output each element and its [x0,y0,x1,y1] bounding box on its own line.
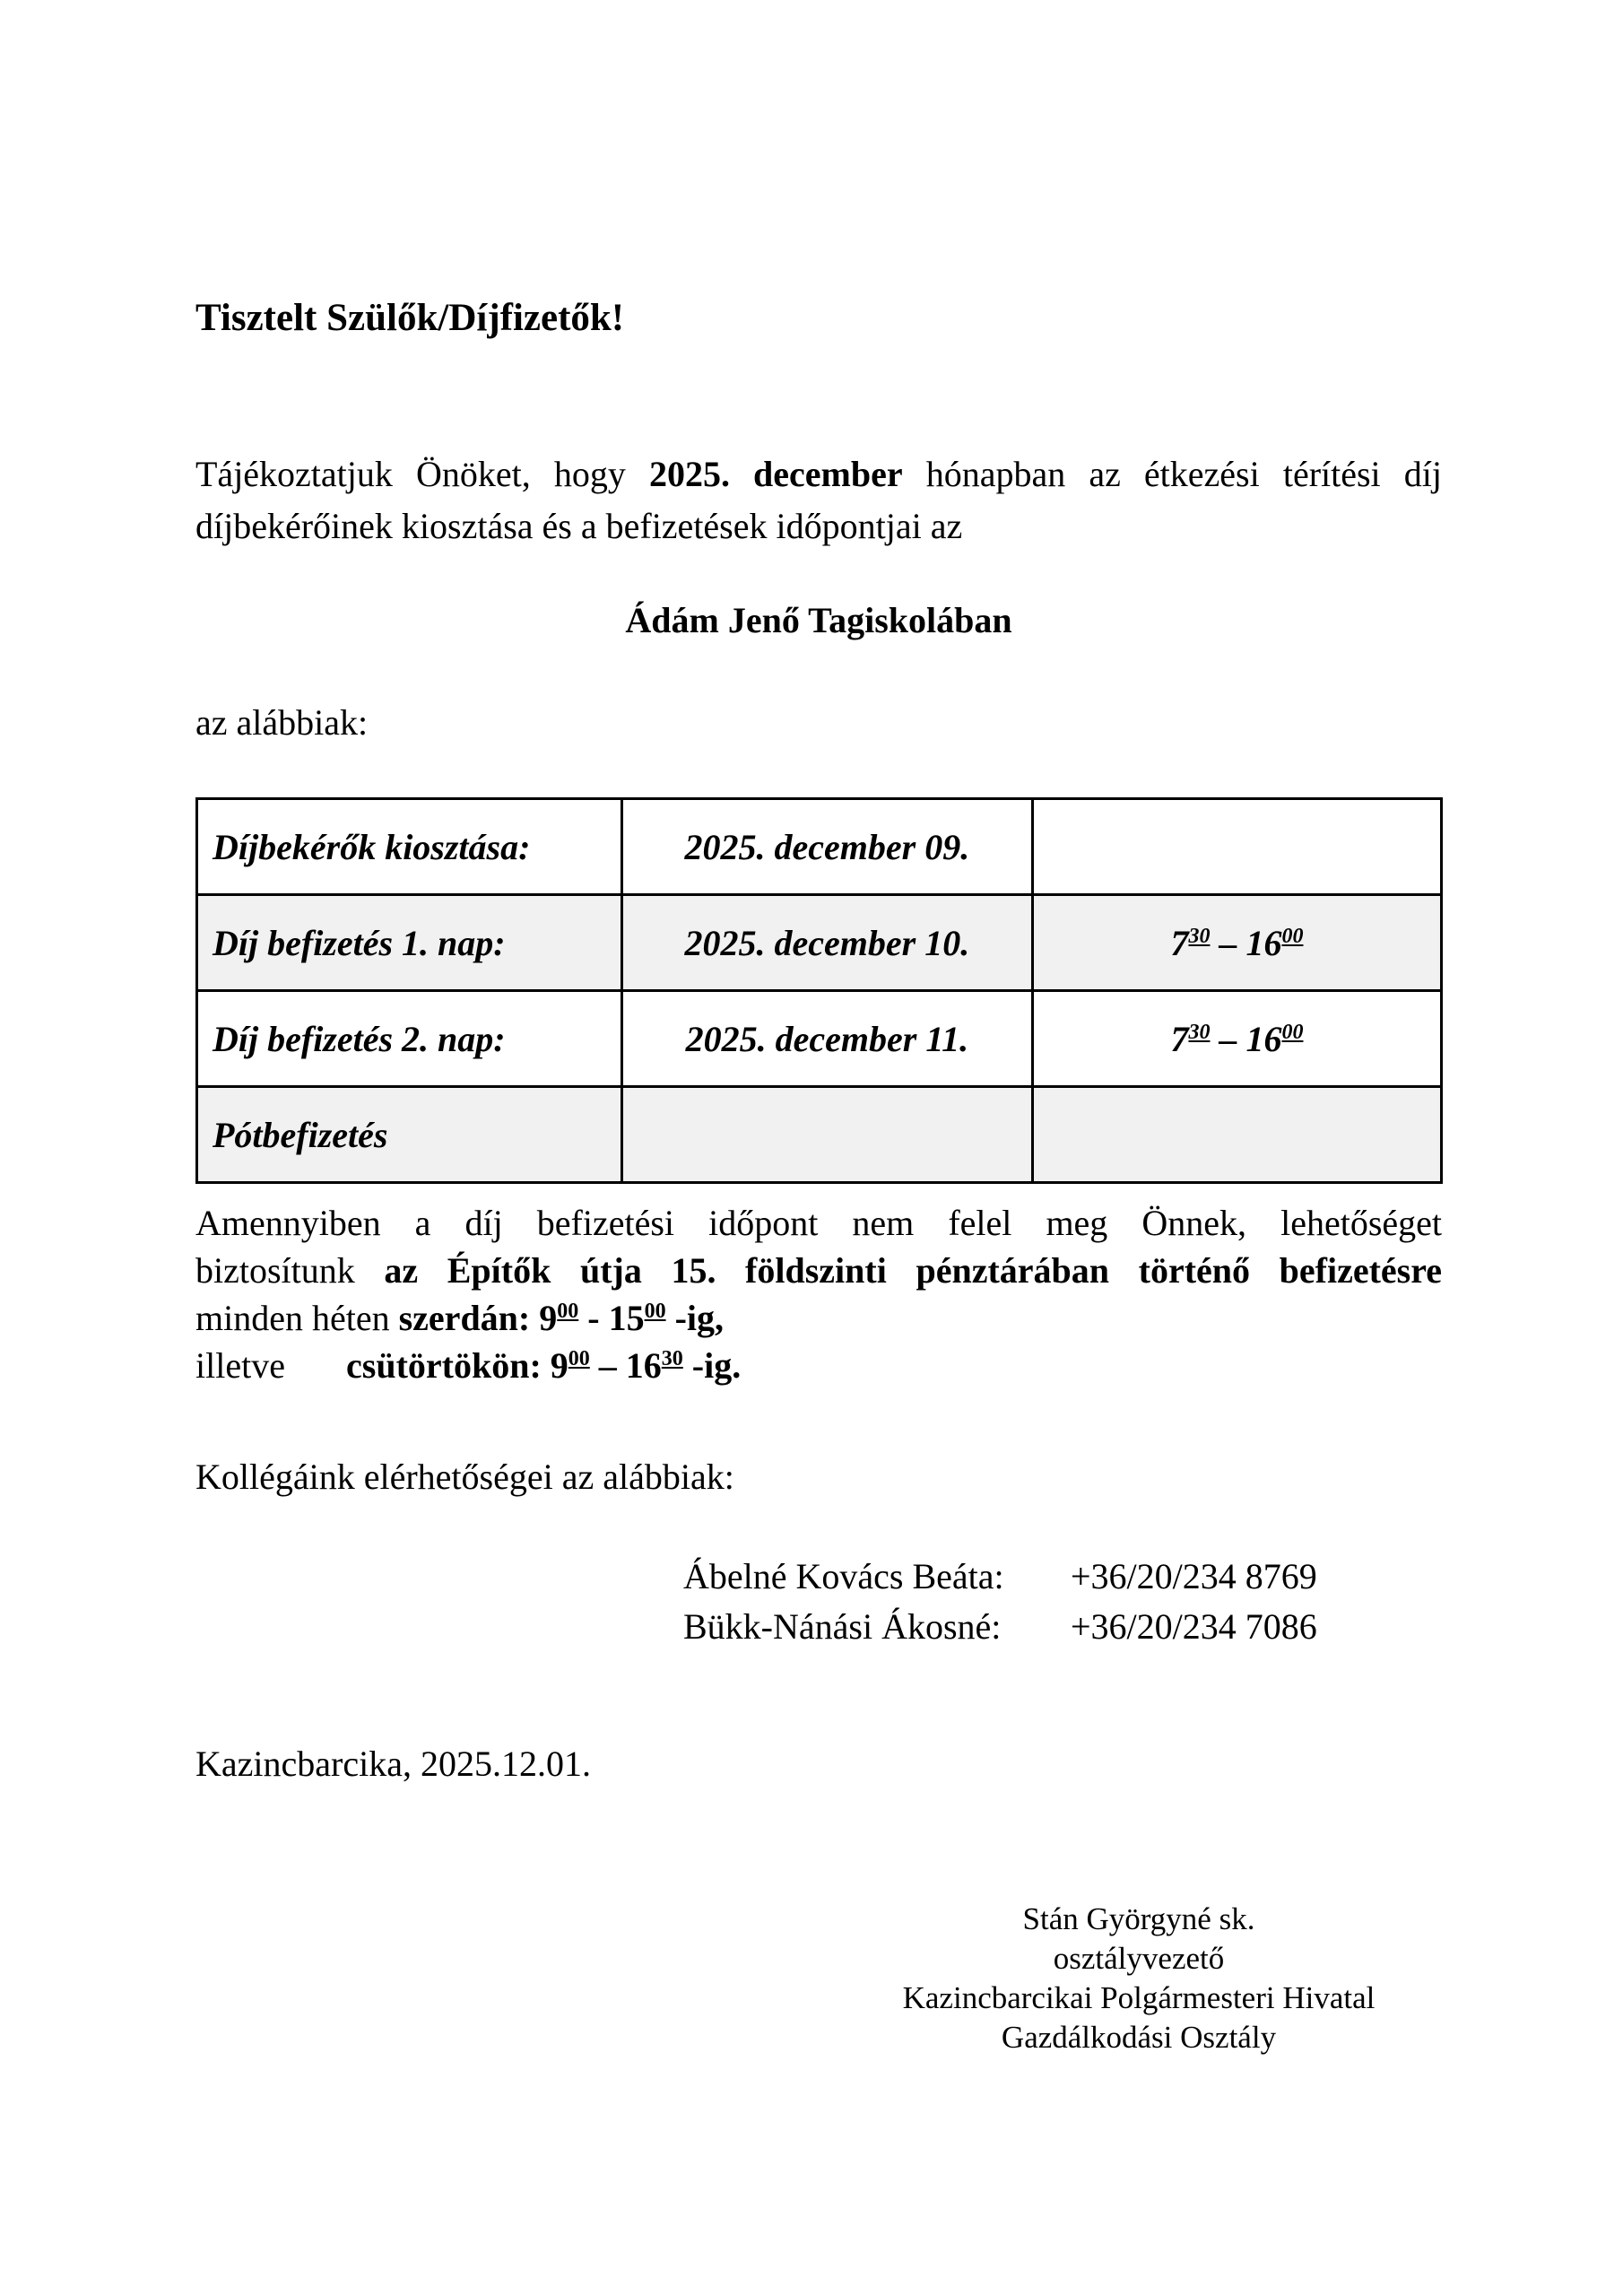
intro-text: díjbekérőinek kiosztása és a befizetések időpontjai az [195,506,963,546]
intro-text: Tájékoztatjuk Önöket, hogy [195,454,649,494]
contact-phone: +36/20/234 7086 [1071,1606,1317,1647]
table-row [197,1087,1442,1183]
row-time [1032,799,1441,895]
contact-name: Ábelné Kovács Beáta: [683,1556,1004,1596]
contact-phone: +36/20/234 8769 [1071,1556,1317,1596]
signer-department: Gazdálkodási Osztály [1001,2020,1277,2055]
list-item [683,1602,1317,1652]
payment-paragraph [195,1199,1442,1389]
row-label: Pótbefizetés [197,1087,622,1183]
payment-line: minden héten szerdán: $9^{00} - 15^{00}$ -ig, [195,1298,725,1338]
payment-line: Amennyiben a díj befizetési időpont nem felel meg Önnek, lehetőséget [195,1203,1442,1243]
payment-line: biztosítunk az Építők útja 15. földszinti pénztárában történő befizetésre [195,1250,1442,1291]
row-time: $7^{30} - 16^{00}$ [1032,991,1441,1087]
contacts-list [683,1552,1317,1652]
greeting-heading: Tisztelt Szülők/Díjfizetők! [195,297,625,339]
payment-line: illetve csütörtökön: $9^{00} - 16^{30}$ -ig. [195,1345,742,1386]
row-label: Díjbekérők kiosztása: [197,799,622,895]
table-row [197,895,1442,991]
signature-block [861,1900,1417,2057]
table-row [197,991,1442,1087]
place-date: Kazincbarcika, 2025.12.01. [195,1744,591,1784]
row-date: 2025. december 09. [621,799,1032,895]
schedule-table [195,797,1443,1184]
intro-month: 2025. december [648,454,903,494]
row-label: Díj befizetés 1. nap: [197,895,622,991]
signer-name: Stán Györgyné sk. [1022,1901,1255,1936]
signer-title: osztályvezető [1053,1941,1225,1976]
table-row [197,799,1442,895]
contacts-intro: Kollégáink elérhetőségei az alábbiak: [195,1457,734,1497]
school-name: Ádám Jenő Tagiskolában [625,600,1012,640]
row-date: 2025. december 11. [621,991,1032,1087]
row-date [621,1087,1032,1183]
row-time: $7^{30} - 16^{00}$ [1032,895,1441,991]
below-label: az alábbiak: [195,702,369,743]
intro-text: hónapban az étkezési térítési díj [902,454,1442,494]
payment-location: az Építők útja 15. földszinti pénztárában történő befizetésre [384,1250,1442,1291]
row-date: 2025. december 10. [621,895,1032,991]
row-label: Díj befizetés 2. nap: [197,991,622,1087]
list-item [683,1552,1317,1602]
row-time [1032,1087,1441,1183]
signer-office: Kazincbarcikai Polgármesteri Hivatal [902,1980,1376,2015]
contact-name: Bükk-Nánási Ákosné: [683,1606,1002,1647]
intro-paragraph [195,448,1442,552]
